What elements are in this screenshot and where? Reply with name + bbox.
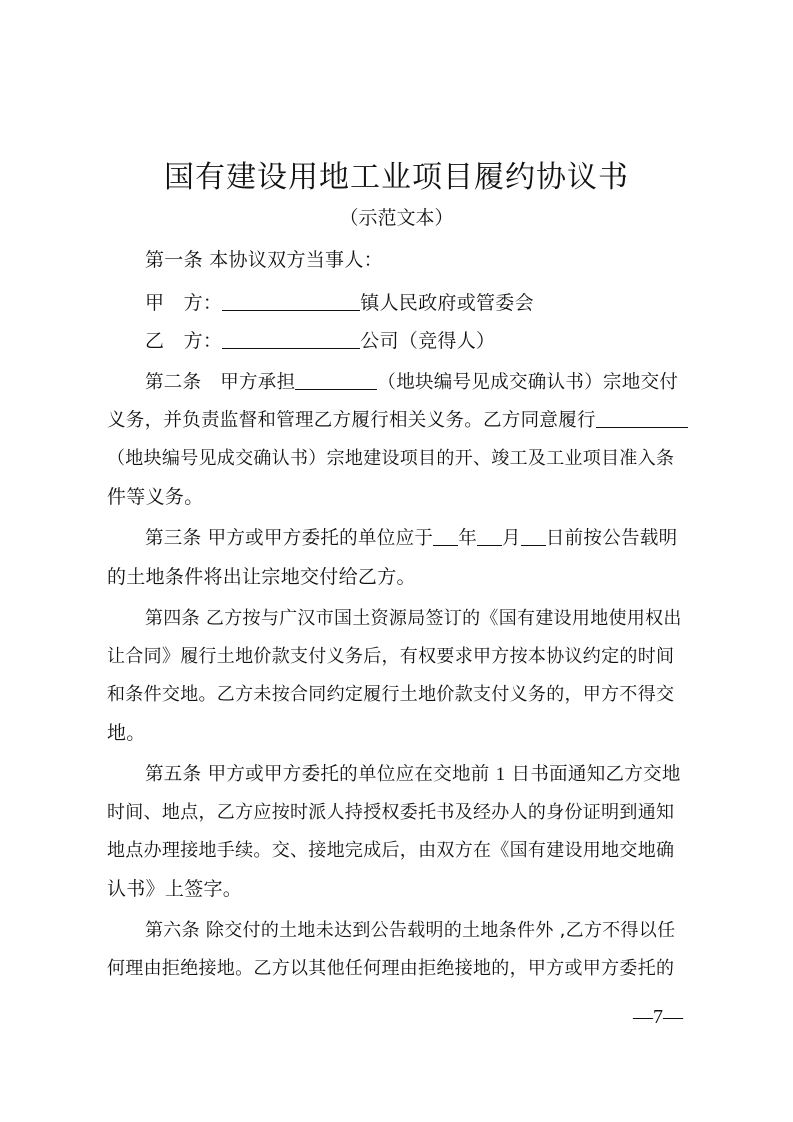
article-4-line-4: 地。 xyxy=(107,722,146,744)
article-2-text: 第二条 甲方承担 xyxy=(145,372,296,393)
article-5-line-1 xyxy=(145,760,687,790)
article-2-line-2 xyxy=(107,406,687,436)
article-2-text: （地块编号见成交确认书）宗地交付 xyxy=(377,372,679,393)
article-3-line-2: 的土地条件将出让宗地交付给乙方。 xyxy=(107,566,416,588)
day-blank xyxy=(521,525,546,546)
article-2-blank-2 xyxy=(596,407,688,428)
party-b-label: 乙 方： xyxy=(145,330,223,352)
year-label: 年 xyxy=(458,528,477,549)
party-a-line xyxy=(145,288,725,318)
party-b-line xyxy=(145,326,725,356)
article-4-line-3: 和条件交地。乙方未按合同约定履行土地价款支付义务的，甲方不得交 xyxy=(107,684,675,705)
article-5-text: 日书面通知乙方交地 xyxy=(511,764,681,785)
article-2-line-4: 件等义务。 xyxy=(107,486,204,508)
article-2-line-1 xyxy=(145,368,687,398)
article-5-text: 第五条 甲方或甲方委托的单位应在交地前 xyxy=(145,764,490,785)
article-5-number: 1 xyxy=(495,765,506,785)
document-title: 国有建设用地工业项目履约协议书 xyxy=(164,160,629,195)
party-a-suffix: 镇人民政府或管委会 xyxy=(360,292,534,314)
article-5-line-4: 认书》上签字。 xyxy=(107,878,243,900)
party-a-blank xyxy=(222,290,360,311)
party-b-blank xyxy=(222,328,360,349)
month-blank xyxy=(477,525,502,546)
article-2-text: 义务，并负责监督和管理乙方履行相关义务。乙方同意履行 xyxy=(107,410,596,431)
day-label: 日前按公告载明 xyxy=(545,528,678,549)
party-b-suffix: 公司（竞得人） xyxy=(360,330,496,352)
party-a-label: 甲 方： xyxy=(145,292,223,314)
article-5-line-3: 地点办理接地手续。交、接地完成后，由双方在《国有建设用地交地确 xyxy=(107,840,675,861)
page-number: —7— xyxy=(633,1006,683,1028)
article-4-line-2: 让合同》履行土地价款支付义务后，有权要求甲方按本协议约定的时间 xyxy=(107,646,675,667)
article-4-line-1: 第四条 乙方按与广汉市国土资源局签订的《国有建设用地使用权出 xyxy=(145,608,682,629)
article-1-text: 本协议双方当事人： xyxy=(209,249,383,271)
year-blank xyxy=(433,525,458,546)
article-1 xyxy=(145,245,725,275)
article-2-blank-1 xyxy=(295,369,377,390)
article-3-text: 第三条 甲方或甲方委托的单位应于 xyxy=(145,528,434,549)
article-6-line-2: 何理由拒绝接地。乙方以其他任何理由拒绝接地的，甲方或甲方委托的 xyxy=(107,958,675,979)
document-subtitle: （示范文本） xyxy=(339,207,454,229)
article-1-label: 第一条 xyxy=(145,249,203,271)
month-label: 月 xyxy=(502,528,521,549)
article-2-line-3: （地块编号见成交确认书）宗地建设项目的开、竣工及工业项目准入条 xyxy=(107,448,675,469)
article-3-line-1 xyxy=(145,524,687,554)
article-5-line-2: 时间、地点，乙方应按时派人持授权委托书及经办人的身份证明到通知 xyxy=(107,802,675,823)
article-6-line-1: 第六条 除交付的土地未达到公告载明的土地条件外 ,乙方不得以任 xyxy=(145,920,676,941)
